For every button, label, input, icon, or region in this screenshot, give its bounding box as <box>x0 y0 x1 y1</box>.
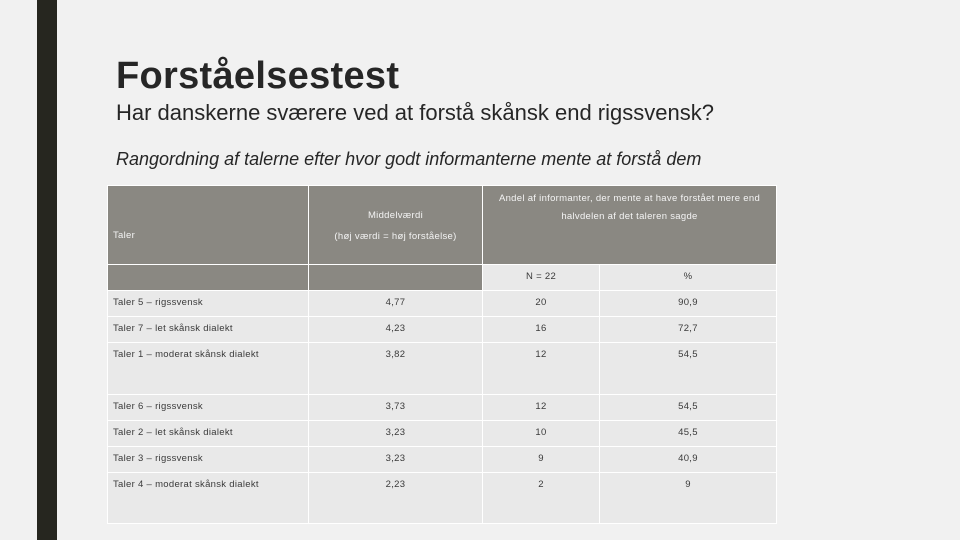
table-row-pct <box>600 395 776 420</box>
header-n-label: N = 22 <box>525 271 557 282</box>
table-row-pct <box>600 421 776 446</box>
table-row-speaker <box>108 395 308 420</box>
table-row-mean <box>309 447 482 472</box>
header-share-cell <box>483 186 776 264</box>
pct-value: 9 <box>685 479 691 490</box>
pct-value: 54,5 <box>678 401 698 412</box>
slide-title: Forståelsestest <box>116 55 400 97</box>
table-row-pct <box>600 291 776 316</box>
table-row-n <box>483 473 599 523</box>
header-pct-cell <box>600 265 776 290</box>
table-row-mean <box>309 343 482 394</box>
table-row-speaker <box>108 473 308 523</box>
header-mean-label: Middelværdi <box>367 210 424 221</box>
table-row-n <box>483 447 599 472</box>
n-value: 16 <box>535 323 547 334</box>
speaker-label: Taler 7 – let skånsk dialekt <box>113 323 233 334</box>
pct-value: 54,5 <box>678 349 698 360</box>
results-table <box>107 185 777 524</box>
header-speaker-label: Taler <box>113 230 136 241</box>
n-value: 2 <box>538 479 544 490</box>
pct-value: 40,9 <box>678 453 698 464</box>
speaker-label: Taler 1 – moderat skånsk dialekt <box>113 349 259 360</box>
table-row-pct <box>600 343 776 394</box>
mean-value: 2,23 <box>385 479 406 490</box>
n-value: 12 <box>535 401 547 412</box>
table-row-pct <box>600 473 776 523</box>
mean-value: 3,23 <box>385 453 406 464</box>
table-row-n <box>483 317 599 342</box>
table-row-mean <box>309 473 482 523</box>
table-row-pct <box>600 447 776 472</box>
table-row-speaker <box>108 291 308 316</box>
header-share-label-line2: halvdelen af det taleren sagde <box>561 211 698 222</box>
slide-subtitle: Har danskerne sværere ved at forstå skånsk end rigssvensk? <box>116 100 714 125</box>
header-blank-cell <box>108 265 308 290</box>
speaker-label: Taler 2 – let skånsk dialekt <box>113 427 233 438</box>
table-row-speaker <box>108 447 308 472</box>
pct-value: 90,9 <box>678 297 698 308</box>
table-row-speaker <box>108 343 308 394</box>
left-accent-bar <box>37 0 57 540</box>
n-value: 12 <box>535 349 547 360</box>
header-blank-cell <box>309 265 482 290</box>
mean-value: 3,23 <box>385 427 406 438</box>
header-n-cell <box>483 265 599 290</box>
n-value: 9 <box>538 453 544 464</box>
speaker-label: Taler 6 – rigssvensk <box>113 401 203 412</box>
table-row-n <box>483 343 599 394</box>
mean-value: 4,23 <box>385 323 406 334</box>
pct-value: 45,5 <box>678 427 698 438</box>
n-value: 10 <box>535 427 547 438</box>
header-mean-note: (høj værdi = høj forståelse) <box>334 231 457 242</box>
table-row-n <box>483 291 599 316</box>
header-speaker-cell <box>108 186 308 264</box>
header-share-label: Andel af informanter, der mente at have forstået mere end <box>498 193 761 204</box>
table-row-mean <box>309 317 482 342</box>
speaker-label: Taler 5 – rigssvensk <box>113 297 203 308</box>
header-mean-cell <box>309 186 482 264</box>
mean-value: 3,82 <box>385 349 406 360</box>
table-row-mean <box>309 421 482 446</box>
speaker-label: Taler 4 – moderat skånsk dialekt <box>113 479 259 490</box>
table-row-n <box>483 395 599 420</box>
table-caption: Rangordning af talerne efter hvor godt informanterne mente at forstå dem <box>116 149 702 169</box>
table-row-mean <box>309 395 482 420</box>
n-value: 20 <box>535 297 547 308</box>
speaker-label: Taler 3 – rigssvensk <box>113 453 203 464</box>
mean-value: 3,73 <box>385 401 406 412</box>
table-row-mean <box>309 291 482 316</box>
mean-value: 4,77 <box>385 297 406 308</box>
pct-value: 72,7 <box>678 323 698 334</box>
table-row-speaker <box>108 421 308 446</box>
table-row-speaker <box>108 317 308 342</box>
header-pct-label: % <box>683 271 693 282</box>
table-row-n <box>483 421 599 446</box>
table-row-pct <box>600 317 776 342</box>
